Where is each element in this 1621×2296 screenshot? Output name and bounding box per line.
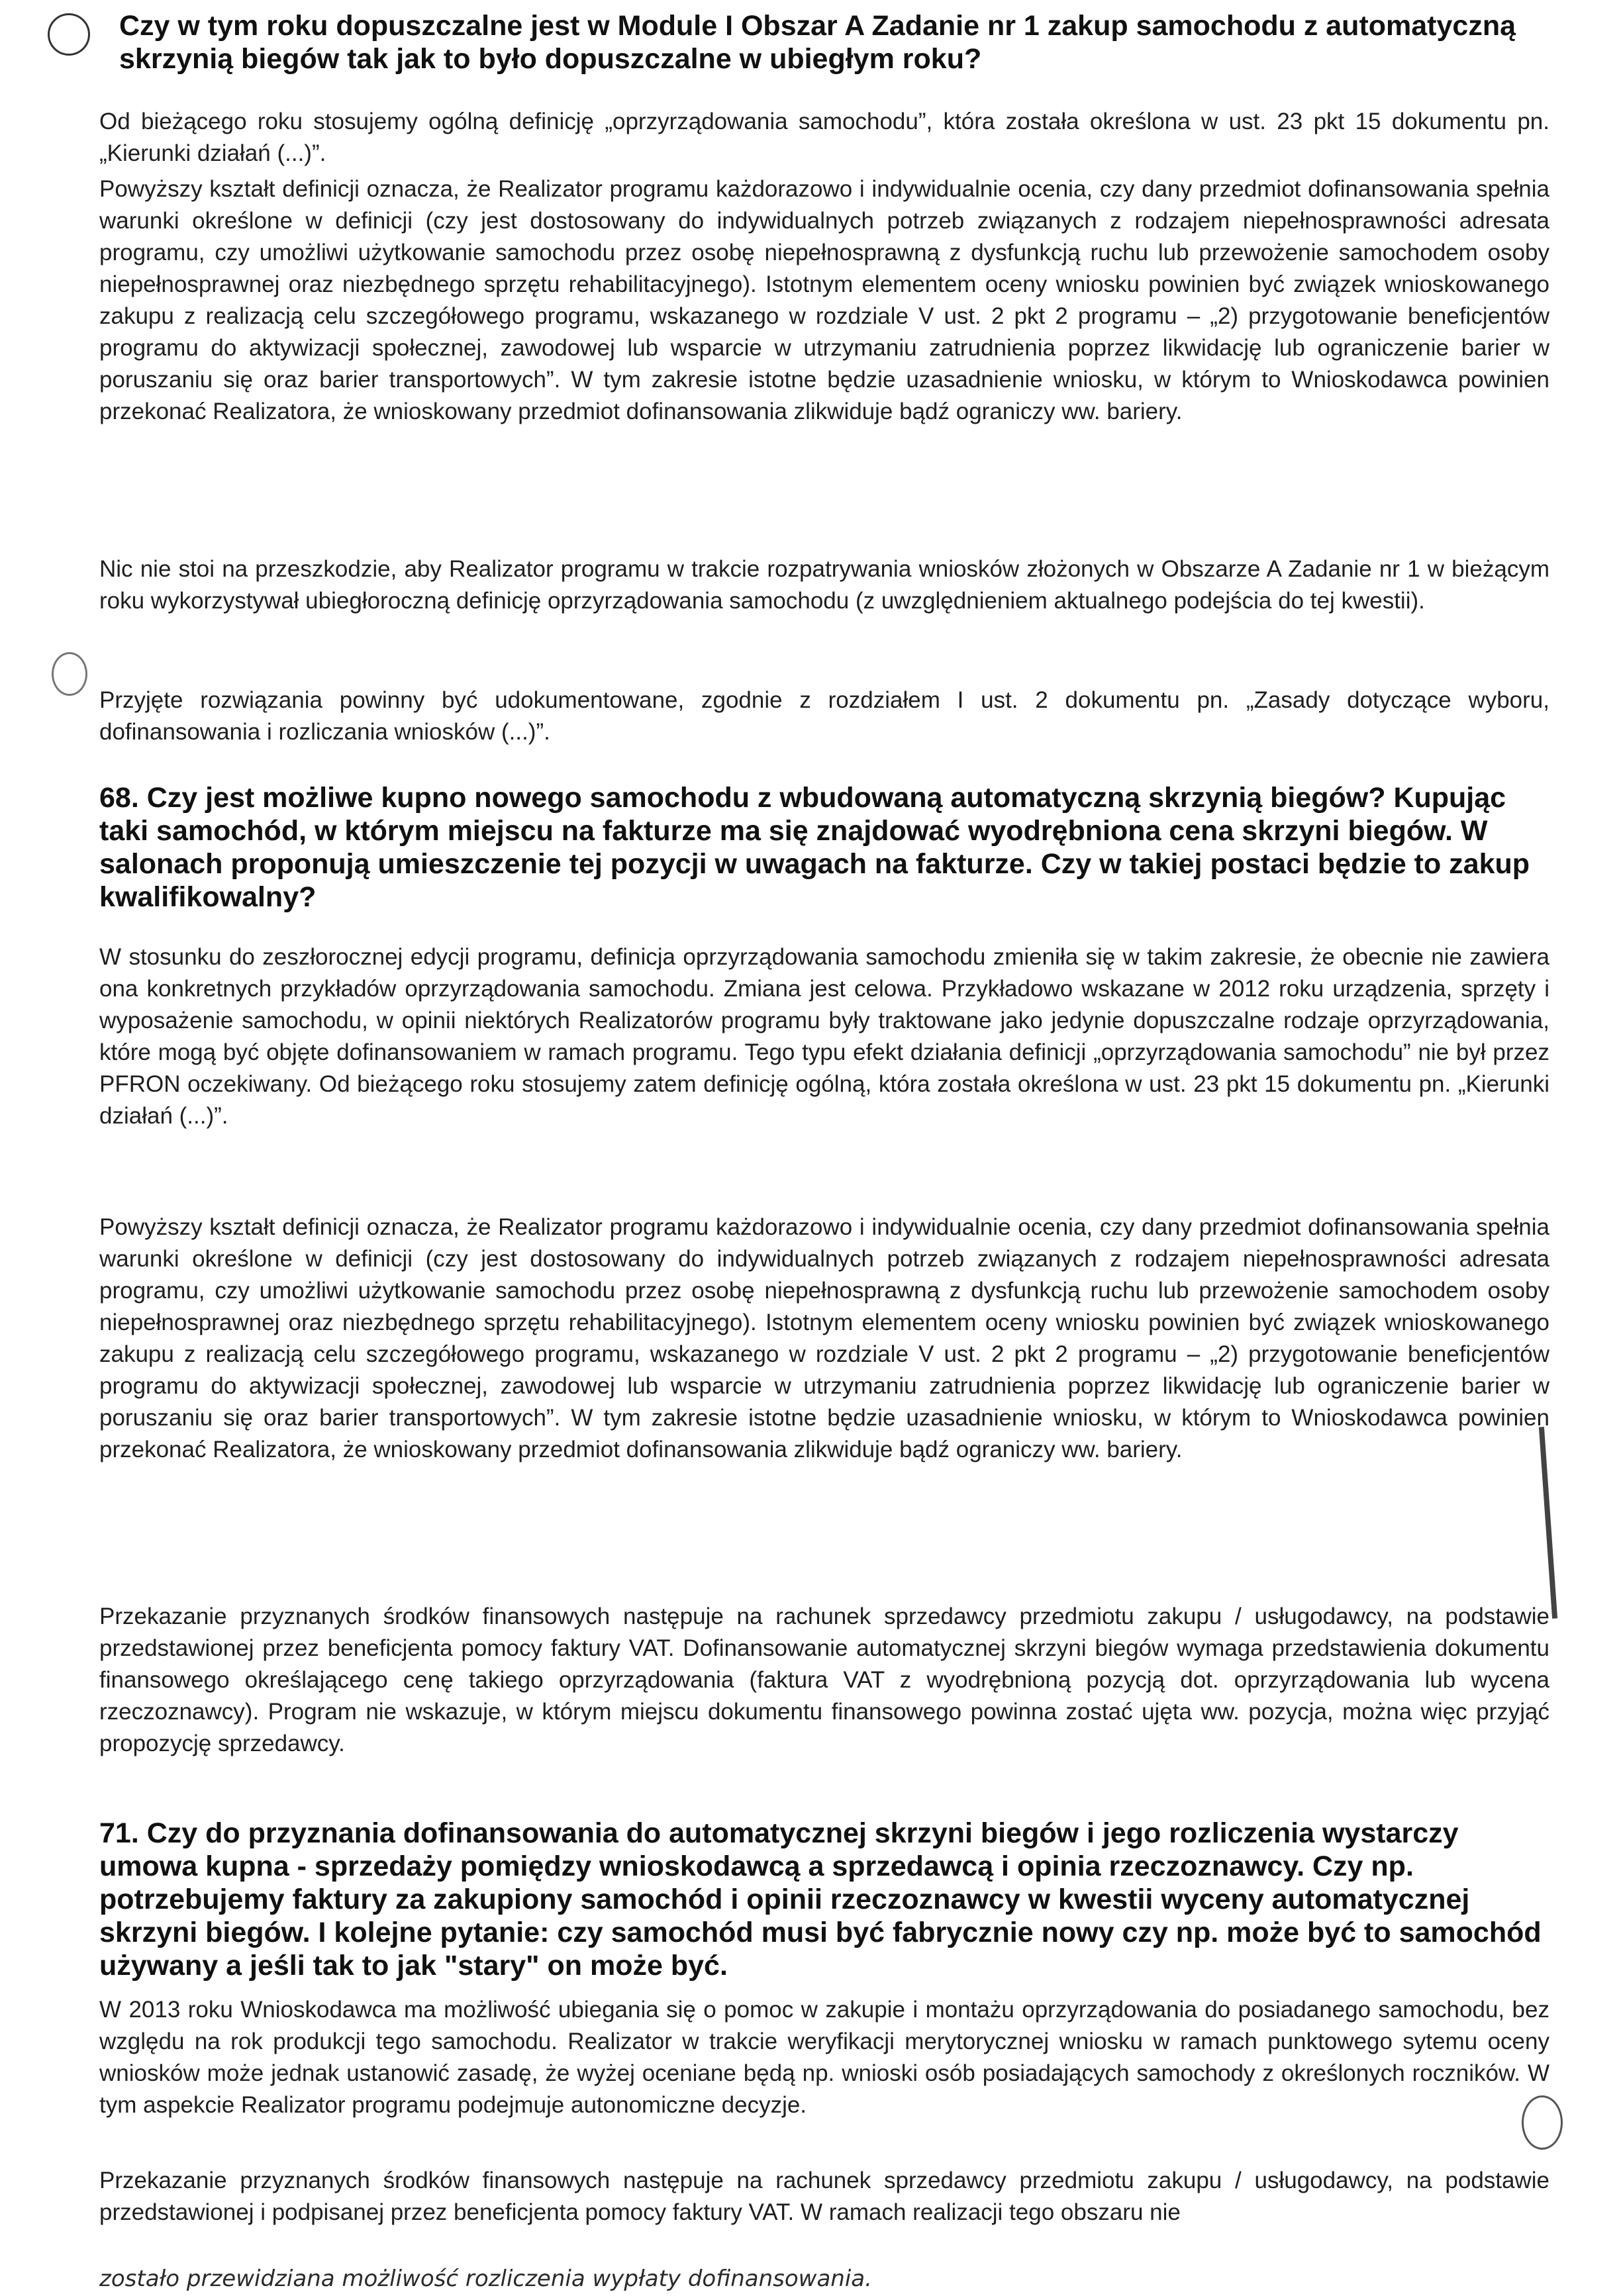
q68-paragraph-3: Przekazanie przyznanych środków finansowych następuje na rachunek sprzedawcy przedmiotu zakupu / usługodawcy, na podstawie przedstawionej przez beneficjenta pomocy faktury VAT. Dofinansowanie automatycznej skrzyni biegów wymaga przedstawienia dokumentu finansowego określającego cenę takiego oprzyrządowania (faktura VAT z wyodrębnioną pozycją dot. oprzyrządowania lub wycena rzeczoznawcy). Program nie wskazuje, w którym miejscu dokumentu finansowego powinna zostać ujęta ww. pozycja, można więc przyjąć propozycję sprzedawcy. bbox=[99, 1603, 1549, 1756]
punch-hole-middle bbox=[52, 652, 87, 696]
q67-paragraph-2: Powyższy kształt definicji oznacza, że Realizator programu każdorazowo i indywidualnie ocenia, czy dany przedmiot dofinansowania spełnia warunki określone w definicji (czy jest dostosowany do indywidualnych potrzeb związanych z rodzajem niepełnosprawności adresata programu, czy umożliwi użytkowanie samochodu przez osobę niepełnosprawną z dysfunkcją ruchu lub przewożenie samochodem osoby niepełnosprawnej oraz niezbędnego sprzętu rehabilitacyjnego). Istotnym elementem oceny wniosku powinien być związek wnioskowanego zakupu z realizacją celu szczegółowego programu, wskazanego w rozdziale V ust. 2 pkt 2 programu – „2) przygotowanie beneficjentów programu do aktywizacji społecznej, zawodowej lub wsparcie w utrzymaniu zatrudnienia poprzez likwidację lub ograniczenie barier w poruszaniu się oraz barier transportowych”. W tym zakresie istotne będzie uzasadnienie wniosku, w którym to Wnioskodawca powinien przekonać Realizatora, że wnioskowany przedmiot dofinansowania zlikwiduje bądź ograniczy ww. bariery. bbox=[99, 176, 1549, 424]
q67-paragraph-4: Przyjęte rozwiązania powinny być udokumentowane, zgodnie z rozdziałem I ust. 2 dokumentu pn. „Zasady dotyczące wyboru, dofinansowania i rozliczania wniosków (...)”. bbox=[99, 687, 1549, 745]
q67-paragraph-3: Nic nie stoi na przeszkodzie, aby Realizator programu w trakcie rozpatrywania wniosków złożonych w Obszarze A Zadanie nr 1 w bieżącym roku wykorzystywał ubiegłoroczną definicję oprzyrządowania samochodu (z uwzględnieniem aktualnego podejścia do tej kwestii). bbox=[99, 556, 1549, 614]
q68-paragraph-1: W stosunku do zeszłorocznej edycji programu, definicja oprzyrządowania samochodu zmieniła się w takim zakresie, że obecnie nie zawiera ona konkretnych przykładów oprzyrządowania samochodu. Zmiana jest celowa. Przykładowo wskazane w 2012 roku urządzenia, sprzęty i wyposażenie samochodu, w opinii niektórych Realizatorów programu były traktowane jako jedynie dopuszczalne rodzaje oprzyrządowania, które mogą być objęte dofinansowaniem w ramach programu. Tego typu efekt działania definicji „oprzyrządowania samochodu” nie był przez PFRON oczekiwany. Od bieżącego roku stosujemy zatem definicję ogólną, która została określona w ust. 23 pkt 15 dokumentu pn. „Kierunki działań (...)”. bbox=[99, 944, 1549, 1129]
q71-paragraph-1: W 2013 roku Wnioskodawca ma możliwość ubiegania się o pomoc w zakupie i montażu oprzyrządowania do posiadanego samochodu, bez względu na rok produkcji tego samochodu. Realizator w trakcie weryfikacji merytorycznej wniosku w ramach punktowego sytemu oceny wniosków może jednak ustanowić zasadę, że wyżej oceniane będą np. wnioski osób posiadających samochody z określonych roczników. W tym aspekcie Realizator programu podejmuje autonomiczne decyzje. bbox=[99, 1997, 1549, 2118]
question-68-title: 68. Czy jest możliwe kupno nowego samochodu z wbudowaną automatyczną skrzynią biegów? Kupując taki samochód, w którym miejscu na fakturze ma się znajdować wyodrębniona cena skrzyni biegów. W salonach proponują umieszczenie tej pozycji w uwagach na fakturze. Czy w takiej postaci będzie to zakup kwalifikowalny? bbox=[99, 782, 1530, 913]
punch-hole-top bbox=[48, 13, 90, 56]
question-71-title: 71. Czy do przyznania dofinansowania do automatycznej skrzyni biegów i jego rozliczenia wystarczy umowa kupna - sprzedaży pomiędzy wnioskodawcą a sprzedawcą i opinia rzeczoznawcy. Czy np. potrzebujemy faktury za zakupiony samochód i opinii rzeczoznawcy w kwestii wyceny automatycznej skrzyni biegów. I kolejne pytanie: czy samochód musi być fabrycznie nowy czy np. może być to samochód używany a jeśli tak to jak "stary" on może być. bbox=[99, 1817, 1542, 1982]
q71-paragraph-2: Przekazanie przyznanych środków finansowych następuje na rachunek sprzedawcy przedmiotu zakupu / usługodawcy, na podstawie przedstawionej i podpisanej przez beneficjenta pomocy faktury VAT. W ramach realizacji tego obszaru nie bbox=[99, 2168, 1549, 2225]
question-67-title: Czy w tym roku dopuszczalne jest w Module I Obszar A Zadanie nr 1 zakup samochodu z automatyczną skrzynią biegów tak jak to było dopuszczalne w ubiegłym roku? bbox=[119, 10, 1516, 75]
handwritten-note: zostało przewidziana możliwość rozliczenia wypłaty dofinansowania. bbox=[99, 2266, 872, 2292]
q68-paragraph-2: Powyższy kształt definicji oznacza, że Realizator programu każdorazowo i indywidualnie ocenia, czy dany przedmiot dofinansowania spełnia warunki określone w definicji (czy jest dostosowany do indywidualnych potrzeb związanych z rodzajem niepełnosprawności adresata programu, czy umożliwi użytkowanie samochodu przez osobę niepełnosprawną z dysfunkcją ruchu lub przewożenie samochodem osoby niepełnosprawnej oraz niezbędnego sprzętu rehabilitacyjnego). Istotnym elementem oceny wniosku powinien być związek wnioskowanego zakupu z realizacją celu szczegółowego programu, wskazanego w rozdziale V ust. 2 pkt 2 programu – „2) przygotowanie beneficjentów programu do aktywizacji społecznej, zawodowej lub wsparcie w utrzymaniu zatrudnienia poprzez likwidację lub ograniczenie barier w poruszaniu się oraz barier transportowych”. W tym zakresie istotne będzie uzasadnienie wniosku, w którym to Wnioskodawca powinien przekonać Realizatora, że wnioskowany przedmiot dofinansowania zlikwiduje bądź ograniczy ww. bariery. bbox=[99, 1214, 1549, 1462]
q67-paragraph-1: Od bieżącego roku stosujemy ogólną definicję „oprzyrządowania samochodu”, która została określona w ust. 23 pkt 15 dokumentu pn. „Kierunki działań (...)”. bbox=[99, 109, 1549, 166]
